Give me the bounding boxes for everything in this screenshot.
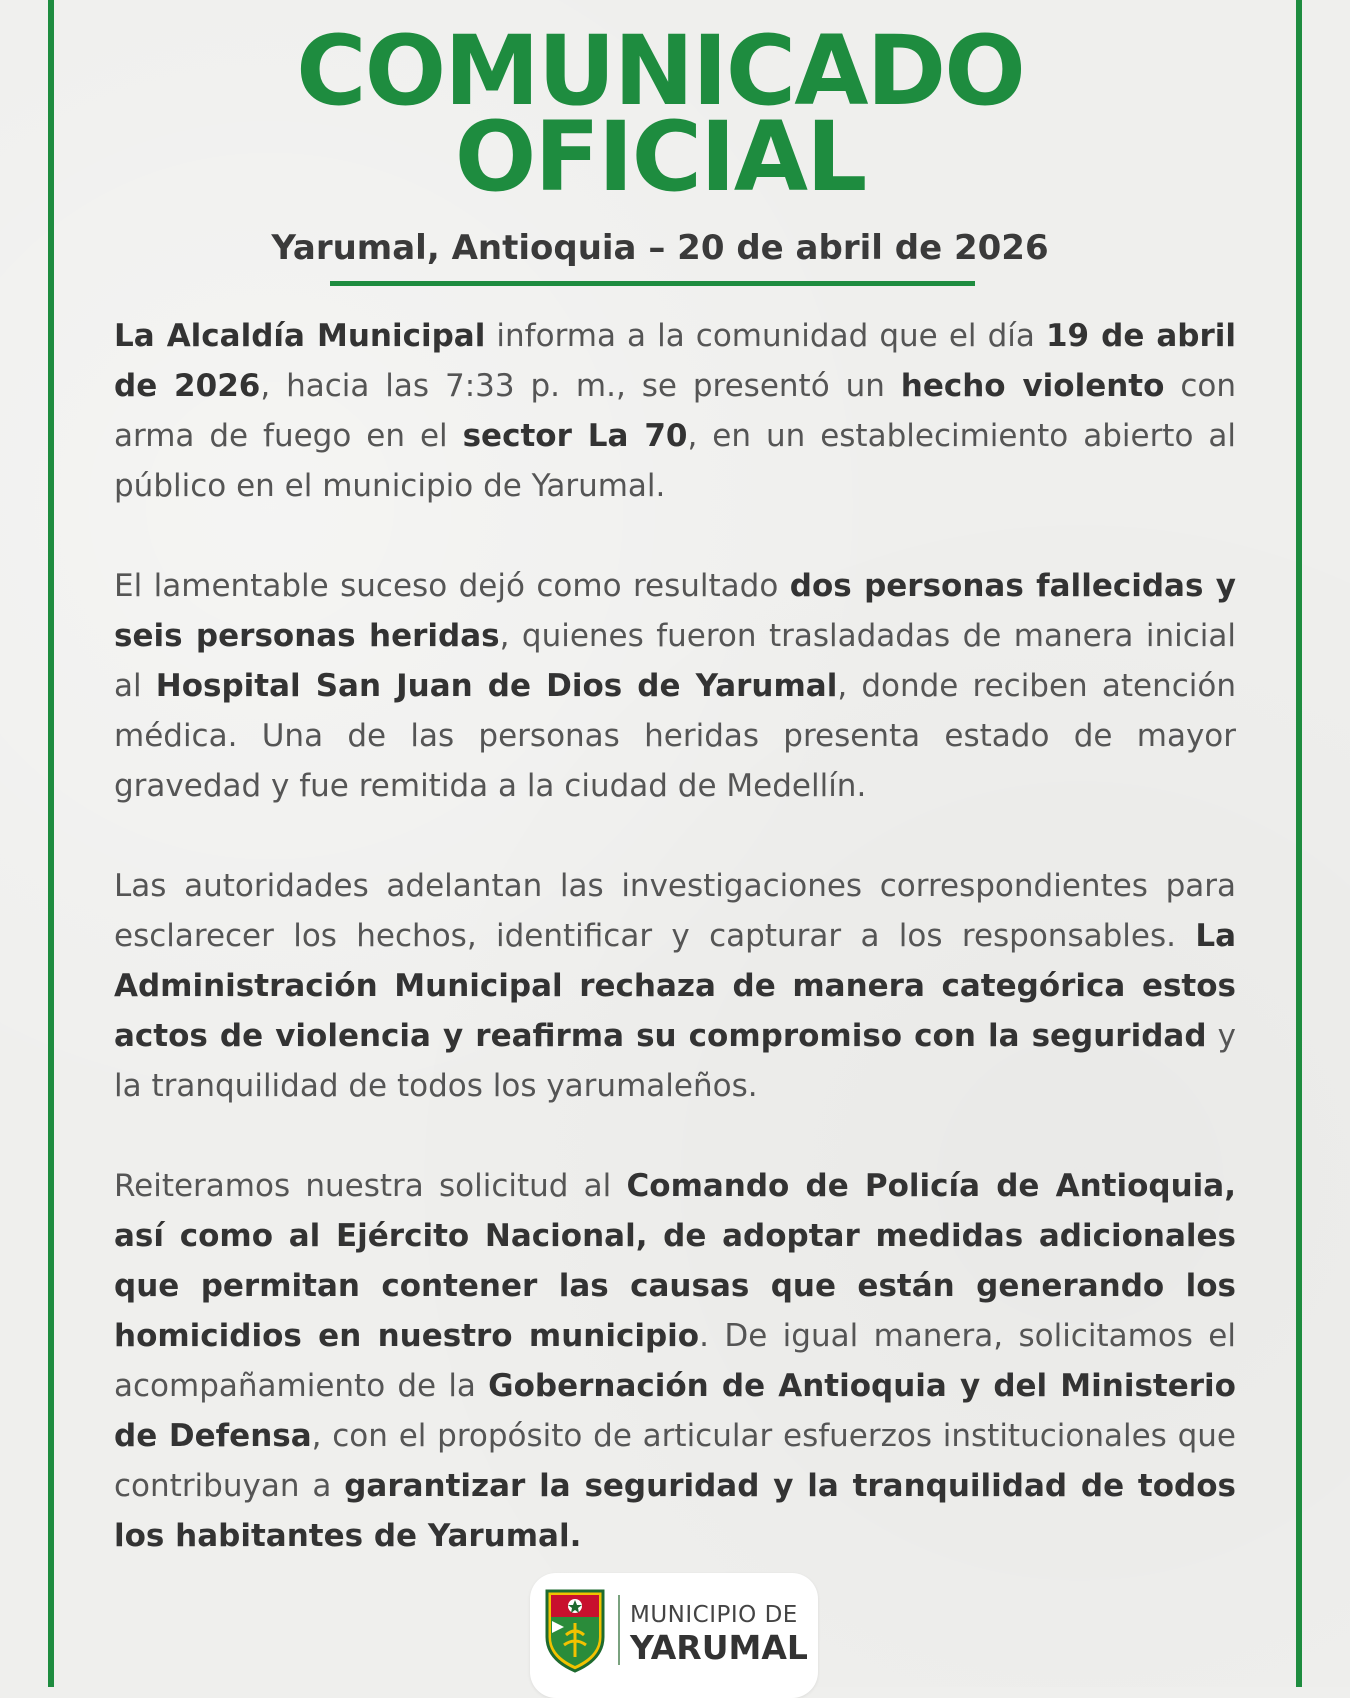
text-run: , quienes fueron trasladadas de manera inicial al (114, 618, 1237, 704)
text-run: informa a la comunidad que el día (485, 318, 1046, 354)
bold-text-run: Gobernación de Antioquia y del Ministerio de Defensa (114, 1368, 1236, 1454)
paragraph-2 (114, 561, 1236, 811)
bold-text-run: 19 de abril de 2026 (114, 318, 1237, 404)
text-run: y la tranquilidad de todos los yarumaleños. (114, 1018, 1236, 1104)
subtitle-underline (330, 281, 975, 286)
text-run: Las autoridades adelantan las investigaciones correspondientes para esclarecer los hechos, identificar y capturar a los responsables. (114, 868, 1236, 954)
bold-text-run: dos personas fallecidas y seis personas heridas (114, 568, 1236, 654)
text-run: . De igual manera, solicitamos el acompañamiento de la (114, 1318, 1236, 1404)
bold-text-run: La Administración Municipal rechaza de manera categórica estos actos de violencia y reafirma su compromiso con la seguridad (114, 918, 1236, 1054)
bold-text-run: Hospital San Juan de Dios de Yarumal (155, 668, 838, 704)
bold-text-run: hecho violento (900, 368, 1165, 404)
text-run: , hacia las 7:33 p. m., se presentó un (260, 368, 901, 404)
title-line-2: OFICIAL (454, 101, 866, 213)
bold-text-run: garantizar la seguridad y la tranquilidad de todos los habitantes de Yarumal. (114, 1468, 1236, 1554)
text-run: , donde reciben atención médica. Una de las personas heridas presenta estado de mayor gravedad y fue remitida a la ciudad de Medellín. (114, 668, 1236, 804)
paragraph-4 (114, 1161, 1236, 1561)
paragraph-1 (114, 311, 1236, 511)
text-run: con arma de fuego en el (114, 368, 1236, 454)
communique-body (114, 311, 1236, 1561)
text-run: , en un establecimiento abierto al público en el municipio de Yarumal. (114, 418, 1236, 504)
title-line-1: COMUNICADO (296, 15, 1024, 127)
bold-text-run: sector La 70 (462, 418, 688, 454)
place-date: Yarumal, Antioquia – 20 de abril de 2026 (271, 228, 1049, 268)
bold-text-run: Comando de Policía de Antioquia, así como al Ejército Nacional, de adoptar medidas adicionales que permitan contener las causas que están generando los homicidios en nuestro municipio (114, 1168, 1236, 1354)
text-run: , con el propósito de articular esfuerzos institucionales que contribuyan a (114, 1418, 1237, 1504)
text-run: El lamentable suceso dejó como resultado (114, 568, 790, 604)
bold-text-run: La Alcaldía Municipal (114, 318, 486, 354)
municipality-logo (530, 1573, 818, 1698)
logo-separator (618, 1595, 620, 1665)
logo-text-municipio: MUNICIPIO DE (630, 1602, 798, 1628)
text-run: Reiteramos nuestra solicitud al (114, 1168, 627, 1204)
paragraph-3 (114, 861, 1236, 1111)
logo-text-yarumal: YARUMAL (630, 1628, 808, 1667)
yarumal-coat-of-arms-icon (544, 1587, 606, 1673)
page-title (0, 15, 1320, 213)
